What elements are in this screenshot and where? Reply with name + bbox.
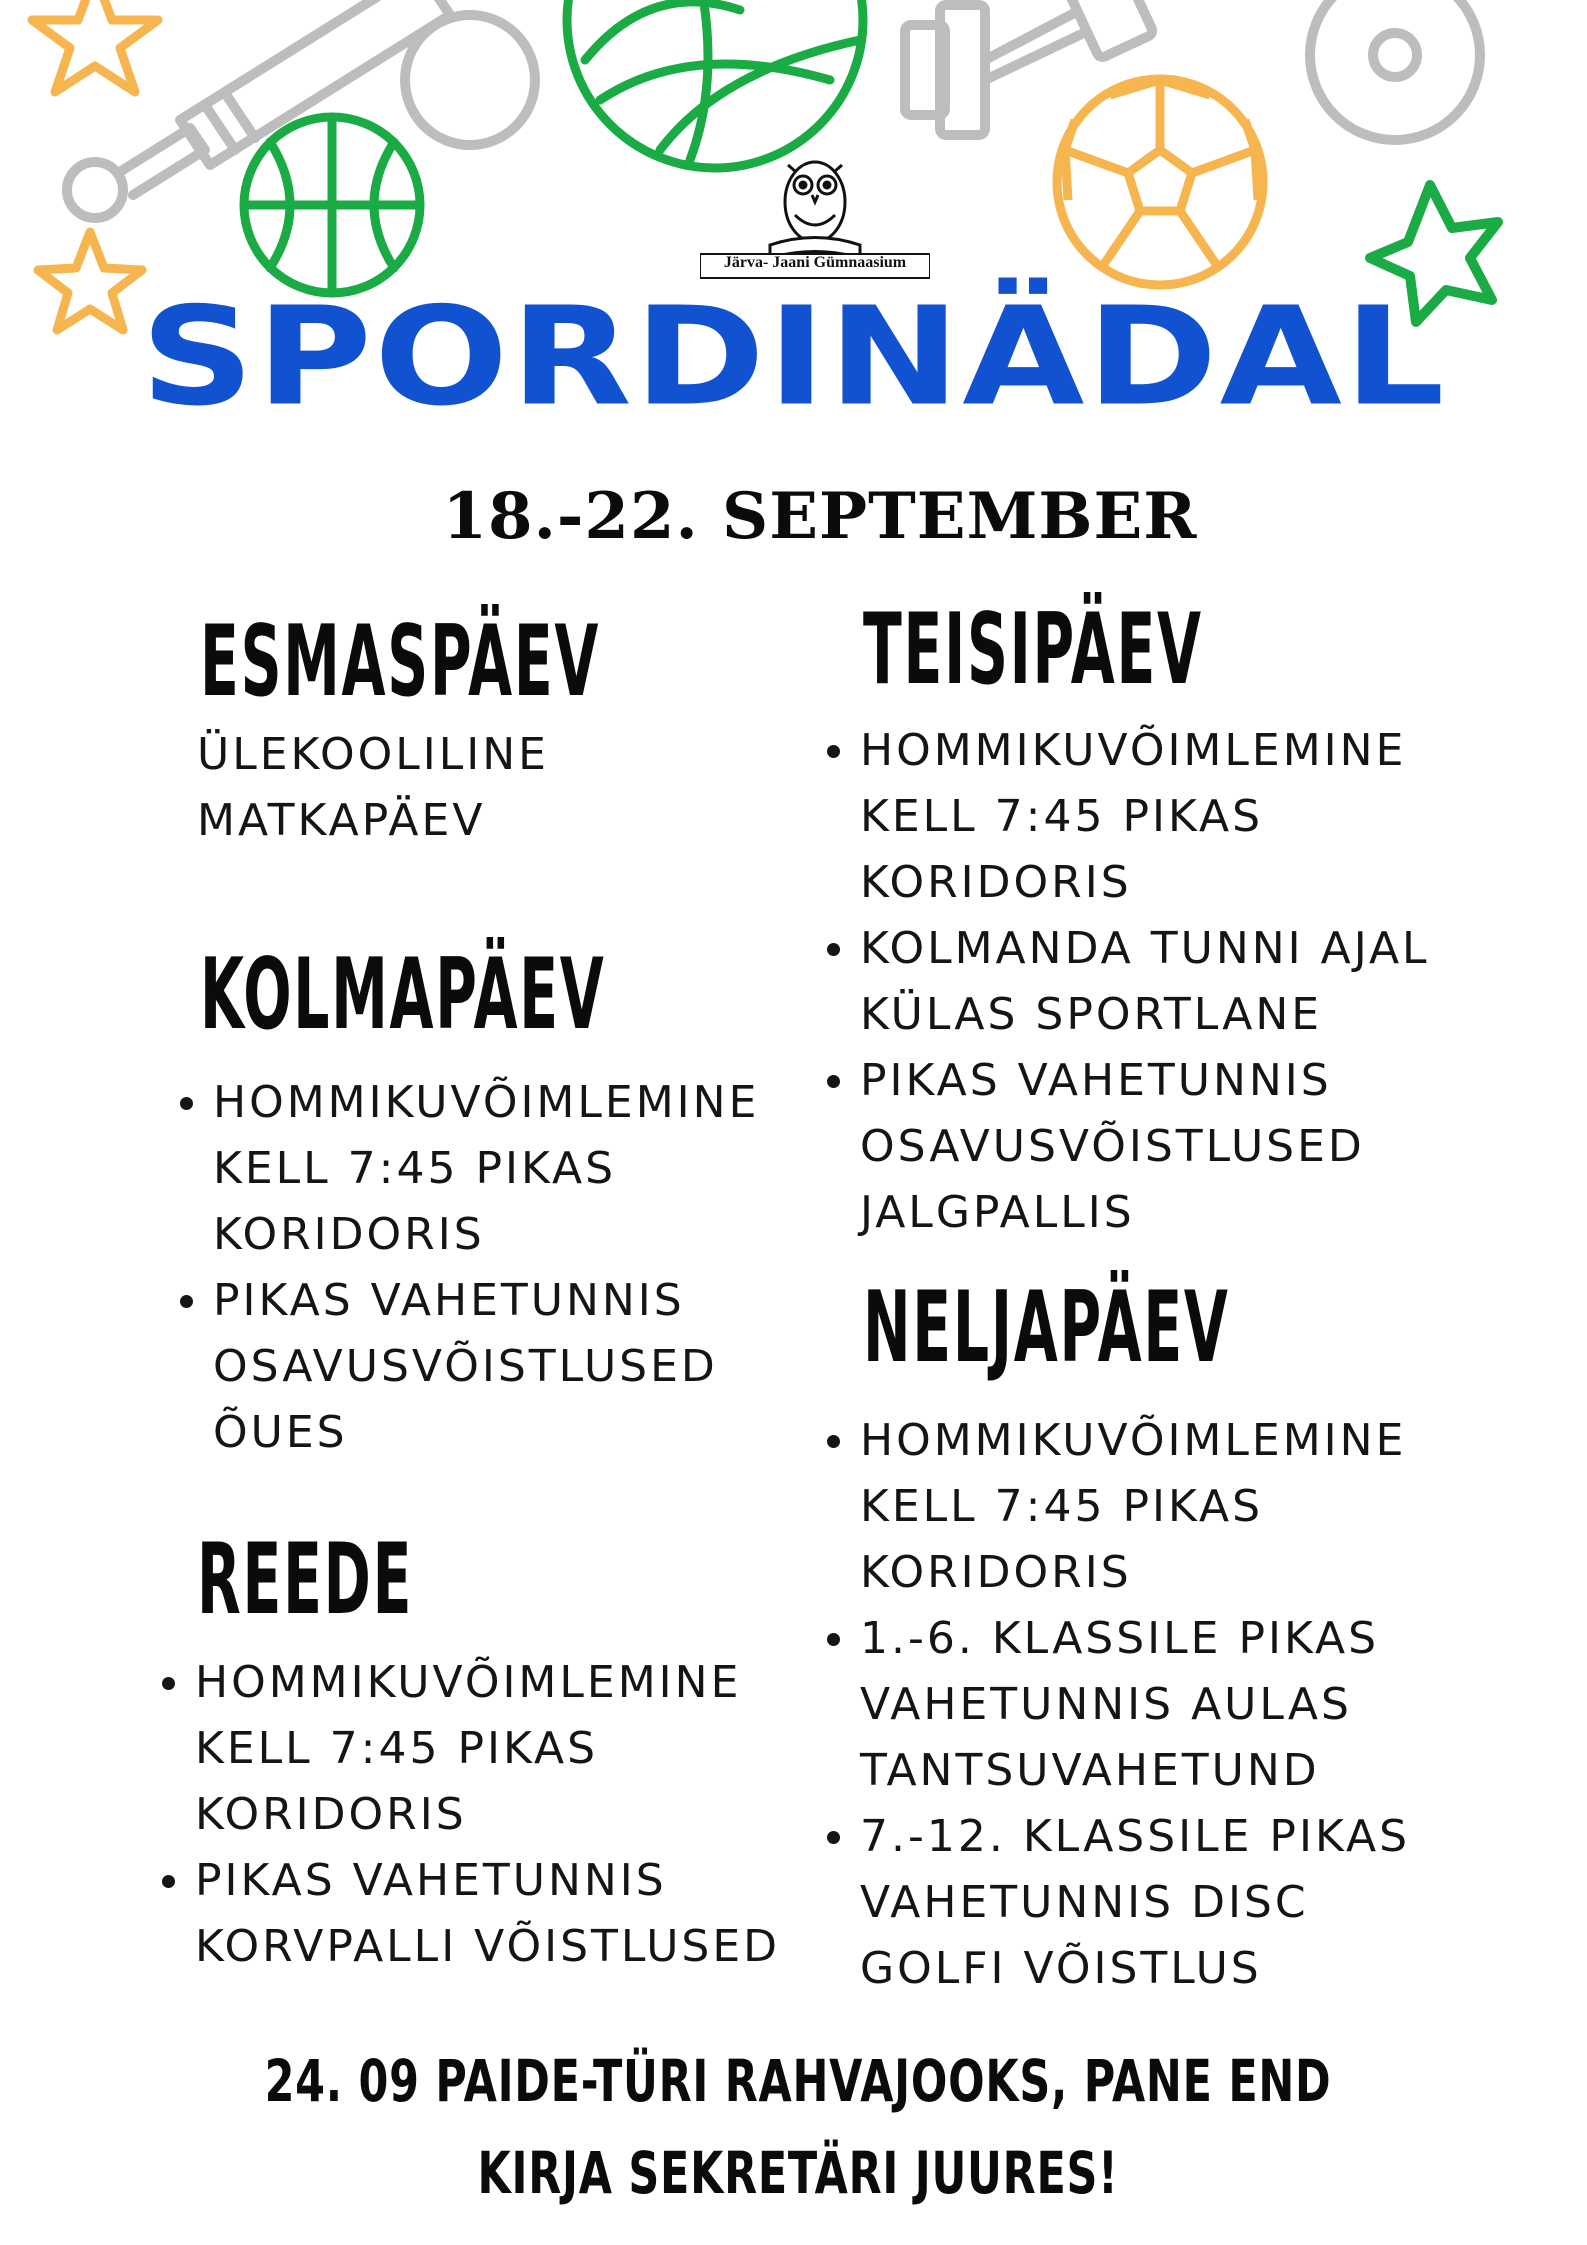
kolmapaev-list [170,1070,759,1466]
list-item: 1.-6. KLASSILE PIKAS VAHETUNNIS AULAS TANTSUVAHETUND [817,1606,1410,1804]
day-title-kolmapaev: KOLMAPÄEV [200,938,606,1052]
dumbbell-icon [905,0,1154,135]
footer-note [0,2035,1587,2219]
day-title-reede: REEDE [197,1523,414,1637]
basketball-icon [244,117,420,293]
day-title-esmaspaev: ESMASPÄEV [200,605,601,719]
list-item: KOLMANDA TUNNI AJAL KÜLAS SPORTLANE [817,916,1430,1048]
list-item: PIKAS VAHETUNNIS OSAVUSVÕISTLUSED ÕUES [170,1268,759,1466]
list-item: HOMMIKUVÕIMLEMINE KELL 7:45 PIKAS KORIDORIS [817,1408,1410,1606]
footer-line-2: KIRJA SEKRETÄRI JUURES! [477,2139,1119,2207]
list-item: HOMMIKUVÕIMLEMINE KELL 7:45 PIKAS KORIDORIS [170,1070,759,1268]
esmaspaev-line-1: ÜLEKOOLILINE [197,729,549,780]
day-title-neljapaev: NELJAPÄEV [863,1271,1230,1385]
list-item: PIKAS VAHETUNNIS OSAVUSVÕISTLUSED JALGPALLIS [817,1048,1430,1246]
page-title: SPORDINÄDAL [140,277,1447,437]
list-item: PIKAS VAHETUNNIS KORVPALLI VÕISTLUSED [152,1848,780,1980]
neljapaev-list [817,1408,1410,2002]
reede-list [152,1650,780,1980]
star-icon [32,0,158,92]
baseball-bat-icon [67,0,450,218]
weight-plate-icon [1310,0,1480,140]
day-title-teisipaev: TEISIPÄEV [863,593,1203,707]
event-dates: 18.-22. SEPTEMBER [442,479,1198,554]
list-item: HOMMIKUVÕIMLEMINE KELL 7:45 PIKAS KORIDORIS [817,718,1430,916]
footer-line-1: 24. 09 PAIDE-TÜRI RAHVAJOOKS, PANE END [264,2047,1332,2115]
school-logo [700,140,930,280]
teisipaev-list [817,718,1430,1246]
logo-caption: Järva- Jaani Gümnaasium [723,254,907,271]
list-item: 7.-12. KLASSILE PIKAS VAHETUNNIS DISC GOLFI VÕISTLUS [817,1804,1410,2002]
esmaspaev-line-2: MATKAPÄEV [197,795,486,846]
weight-plate-icon [405,15,535,145]
soccer-ball-icon [1057,79,1263,285]
list-item: HOMMIKUVÕIMLEMINE KELL 7:45 PIKAS KORIDORIS [152,1650,780,1848]
